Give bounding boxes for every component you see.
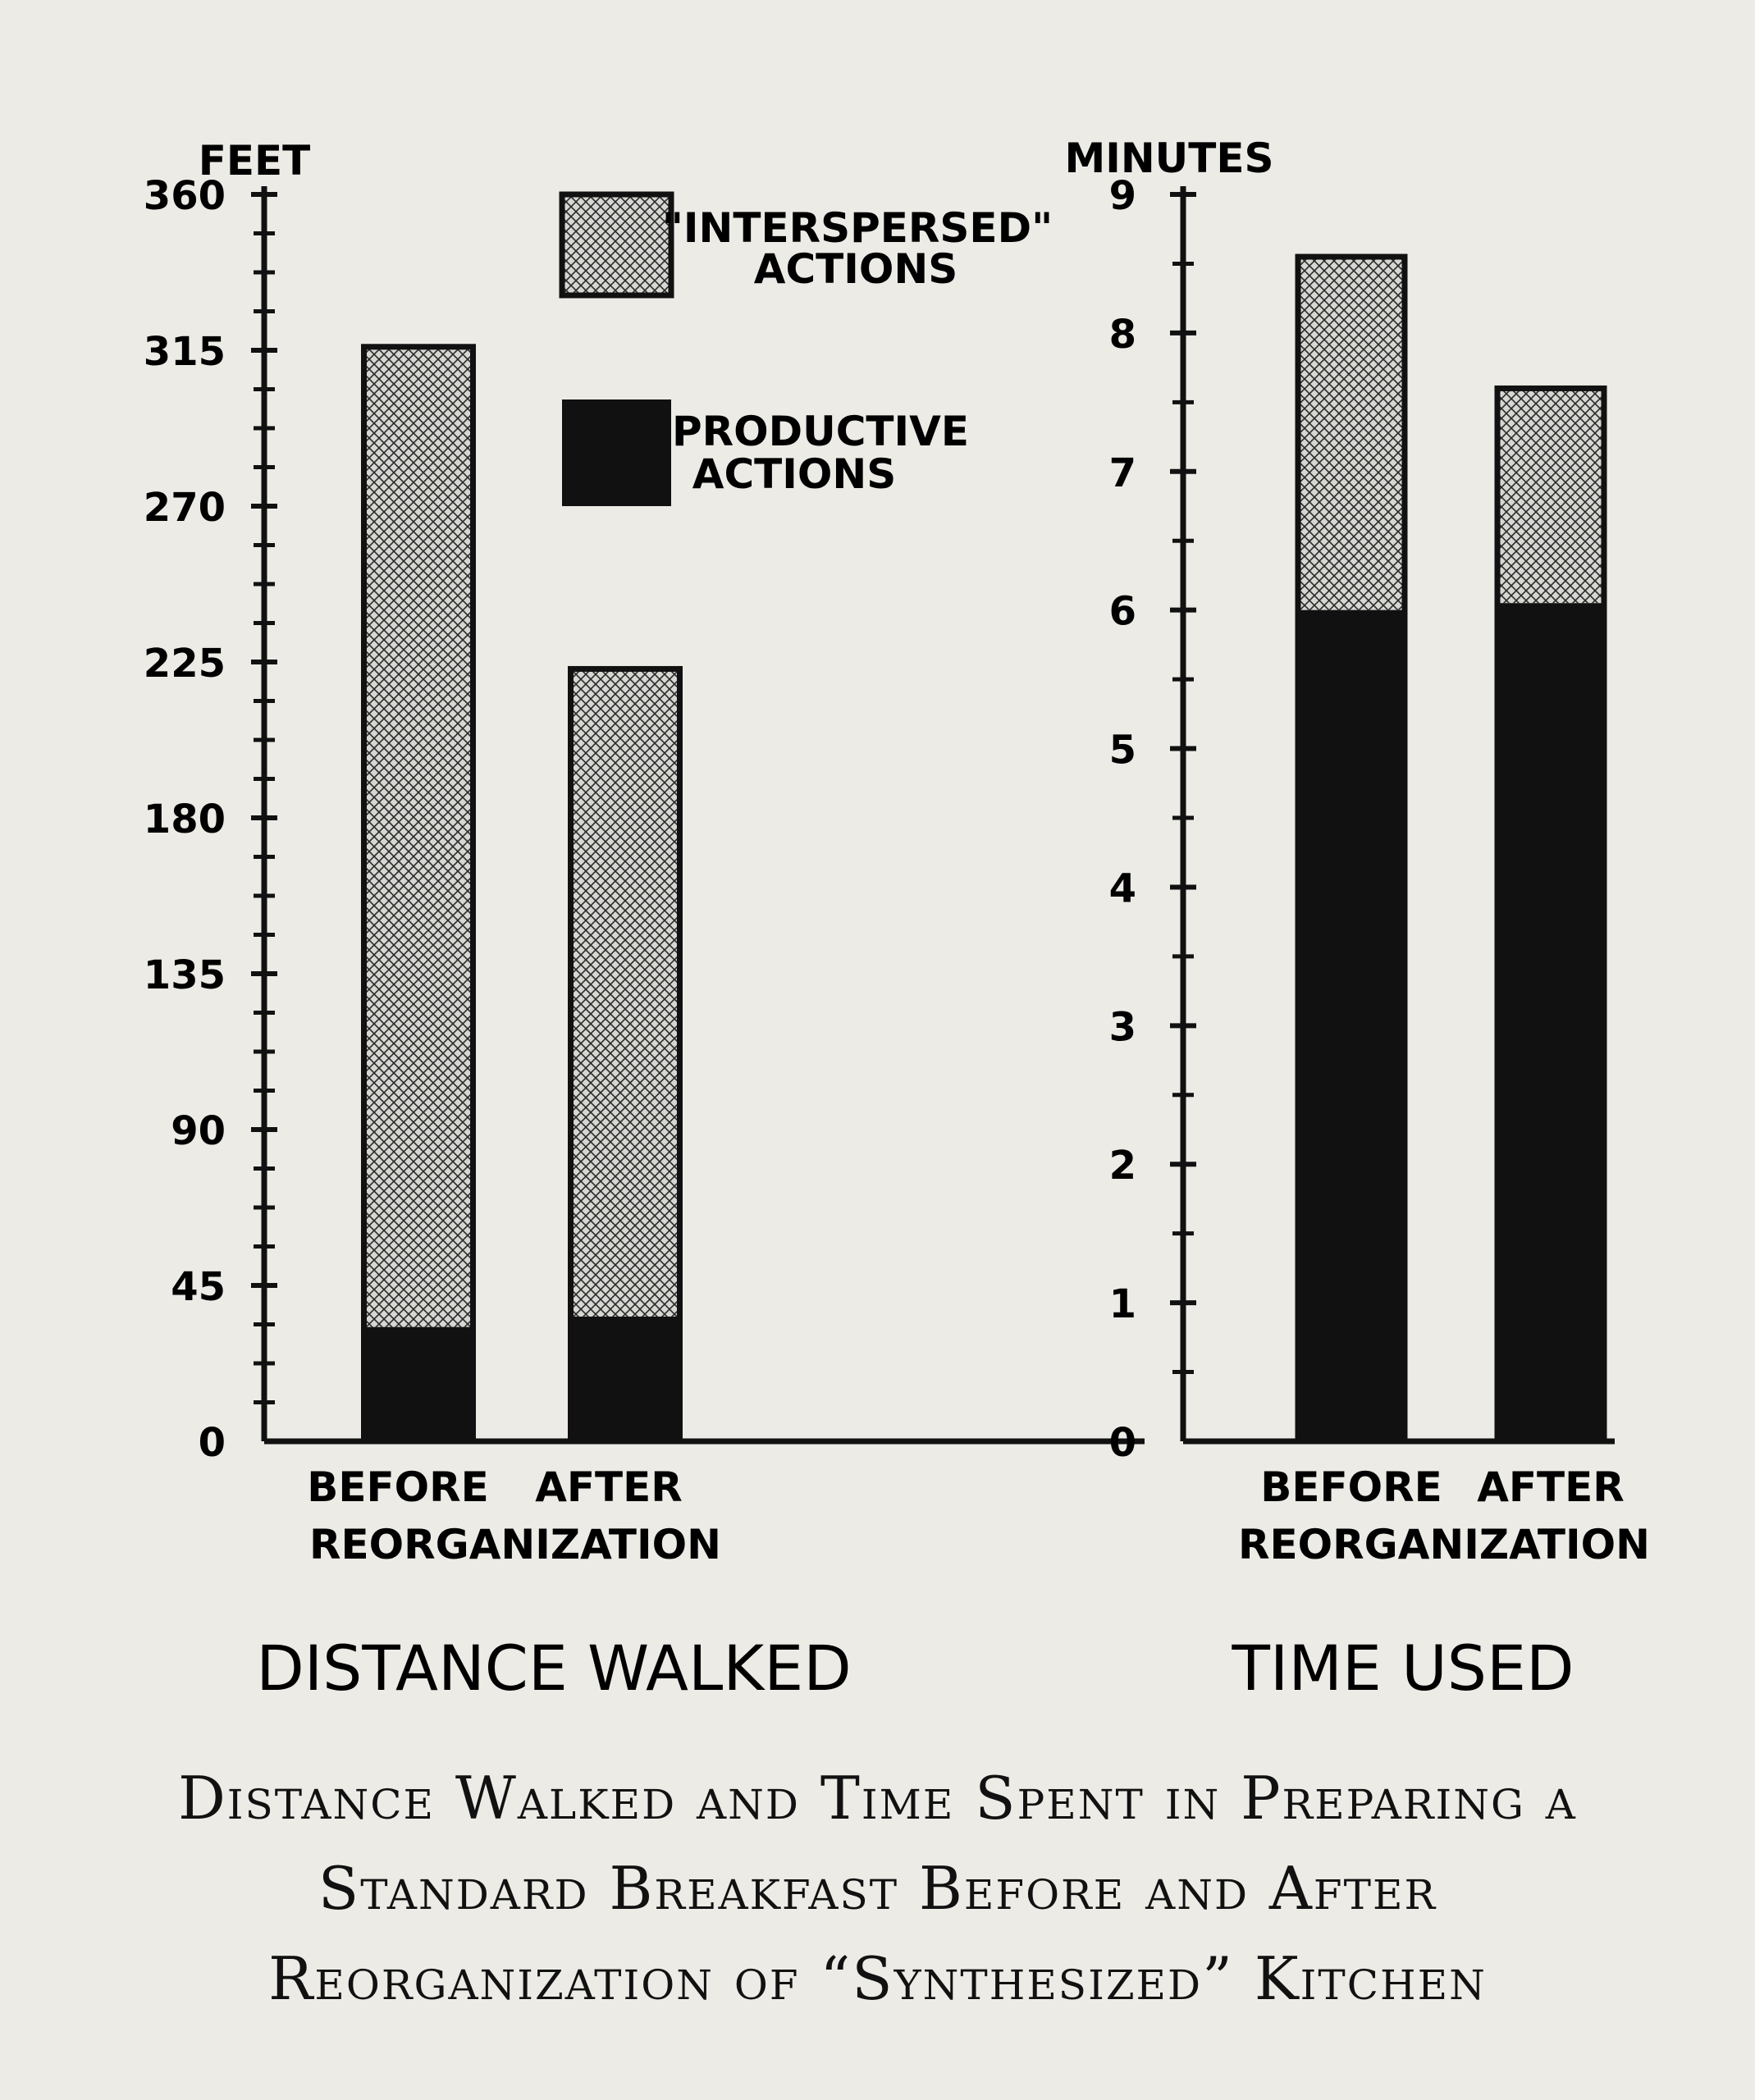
legend-label-productive-line2: ACTIONS [692, 450, 897, 498]
time-bar-productive-after [1497, 603, 1604, 1441]
time-xlabel: REORGANIZATION [1238, 1521, 1650, 1568]
legend-label-productive-line1: PRODUCTIVE [671, 408, 970, 455]
time-tick-label: 9 [1108, 173, 1136, 219]
distance-axis-title: FEET [198, 137, 311, 185]
distance-tick-label: 90 [171, 1108, 226, 1154]
distance-tick-label: 45 [171, 1264, 226, 1310]
distance-tick-label: 135 [143, 952, 226, 998]
distance-tick-label: 0 [198, 1420, 226, 1466]
distance-bar-productive-before [364, 1327, 473, 1441]
time-tick-label: 2 [1108, 1143, 1136, 1189]
time-tick-label: 8 [1108, 311, 1136, 358]
time-tick-label: 5 [1108, 727, 1136, 774]
distance-tick-label: 225 [143, 641, 226, 687]
distance-tick-label: 315 [143, 329, 226, 375]
time-tick-label: 3 [1108, 1004, 1136, 1051]
time-bar-productive-before [1298, 610, 1405, 1441]
distance-category-after: AFTER [535, 1463, 683, 1511]
time-tick-label: 6 [1108, 588, 1136, 635]
distance-bar-interspersed-before [364, 347, 473, 1327]
time-category-before: BEFORE [1260, 1463, 1442, 1511]
legend-label-interspersed-line2: ACTIONS [753, 245, 958, 293]
caption-line-2: Standard Breakfast Before and After [318, 1854, 1437, 1923]
legend-label-interspersed-line1: "INTERSPERSED" [661, 204, 1053, 252]
time-tick-label: 7 [1108, 450, 1136, 496]
caption-line-3: Reorganization of “Synthesized” Kitchen [268, 1944, 1487, 2013]
time-bar-interspersed-before [1298, 257, 1405, 610]
distance-bar-interspersed-after [571, 669, 680, 1317]
distance-chart-title: DISTANCE WALKED [256, 1632, 852, 1705]
distance-tick-label: 360 [143, 173, 226, 219]
time-axis-title: MINUTES [1064, 135, 1274, 182]
time-tick-label: 1 [1108, 1281, 1136, 1328]
distance-bar-productive-after [571, 1317, 680, 1441]
chart-marks [144, 173, 1615, 1466]
time-chart-title: TIME USED [1232, 1632, 1574, 1705]
distance-xlabel: REORGANIZATION [309, 1521, 721, 1568]
time-tick-label: 0 [1108, 1420, 1136, 1466]
caption-line-1: Distance Walked and Time Spent in Preparing a [178, 1764, 1577, 1833]
time-tick-label: 4 [1108, 865, 1136, 912]
distance-category-before: BEFORE [307, 1463, 489, 1511]
time-category-after: AFTER [1477, 1463, 1625, 1511]
legend-swatch-productive [562, 399, 671, 506]
time-bar-interspersed-after [1497, 388, 1604, 603]
distance-tick-label: 270 [143, 485, 226, 531]
distance-tick-label: 180 [143, 797, 226, 842]
legend-swatch-interspersed [562, 194, 671, 295]
